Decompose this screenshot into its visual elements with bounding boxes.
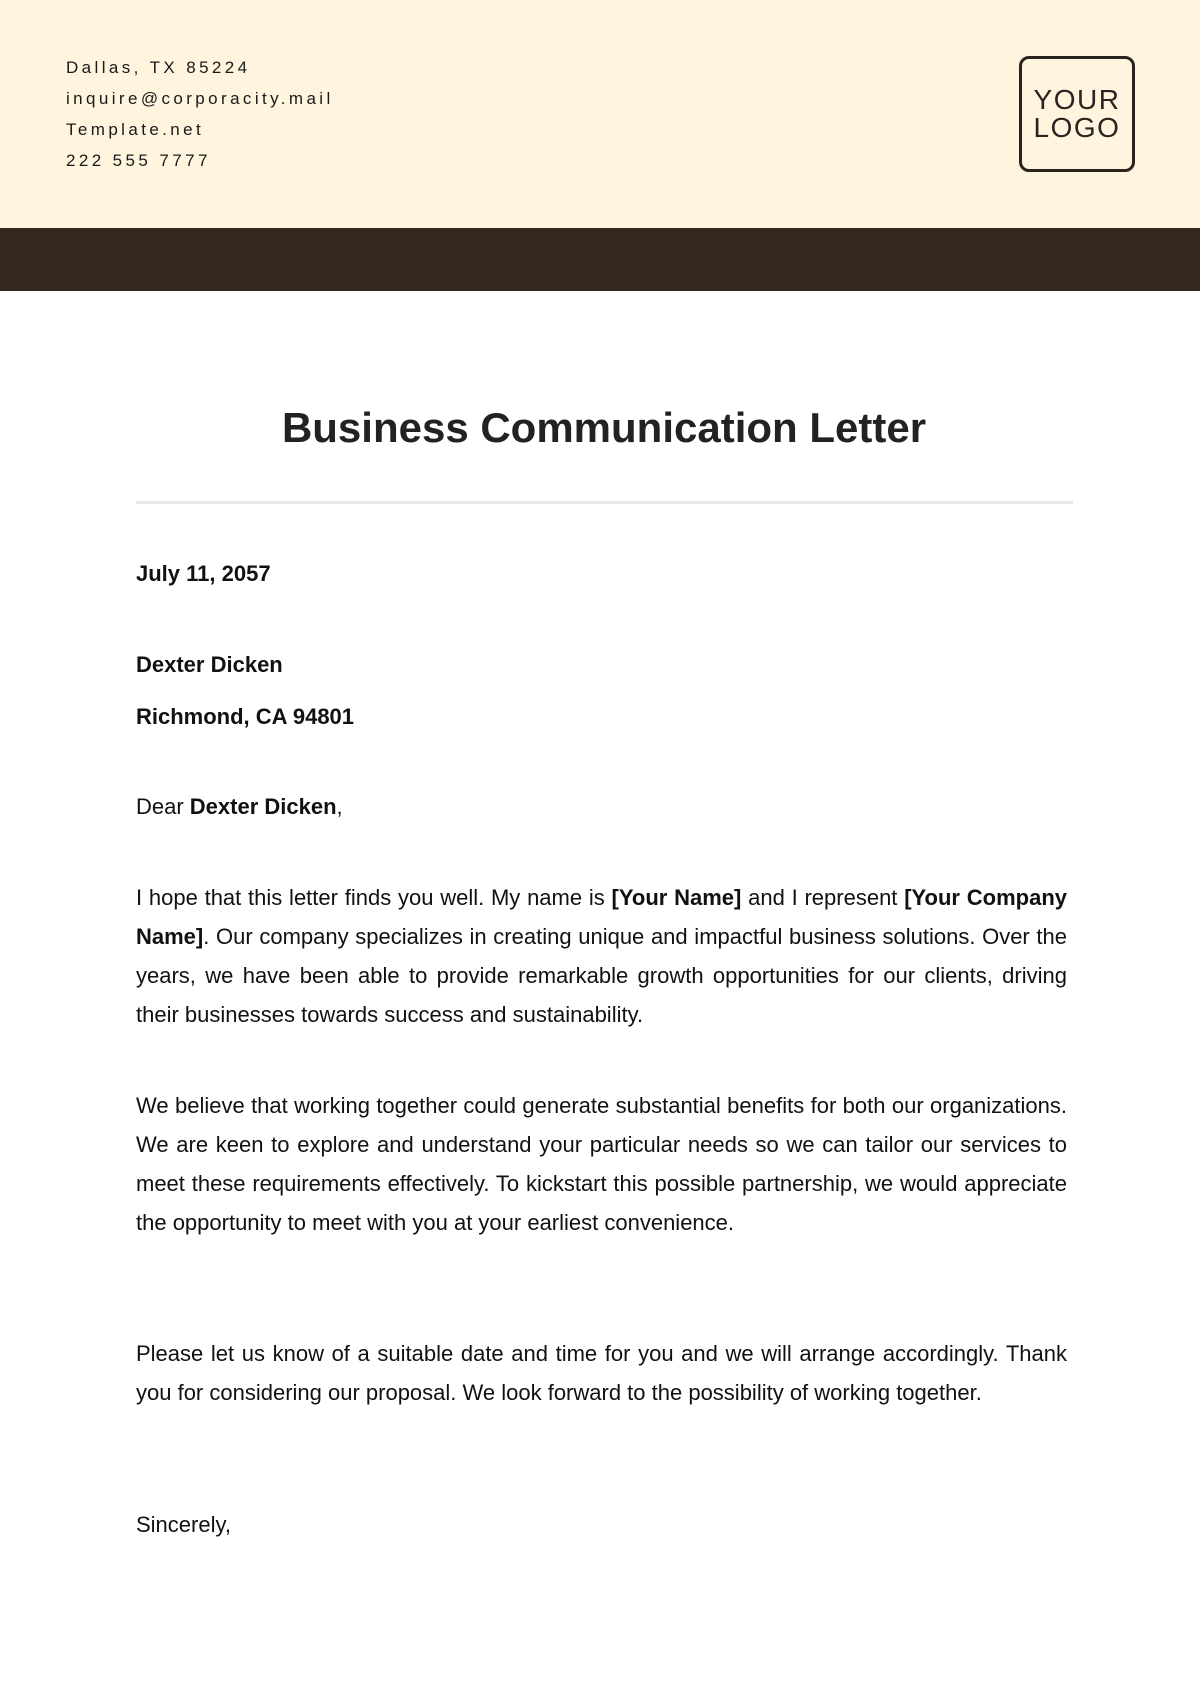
recipient-address: Richmond, CA 94801 — [136, 704, 355, 729]
contact-block — [66, 52, 334, 176]
header-band — [0, 228, 1200, 291]
paragraph-3: Please let us know of a suitable date and time for you and we will arrange accordingly. Thank you for considering our proposal. We look forward to the possibility of working together. — [136, 1341, 1067, 1405]
placeholder-company-name: [Your Company Name] — [136, 885, 1067, 949]
paragraph-1 — [136, 878, 1067, 1034]
contact-email: inquire@corporacity.mail — [66, 89, 334, 108]
logo-placeholder — [1019, 56, 1135, 172]
contact-address: Dallas, TX 85224 — [66, 58, 251, 77]
contact-website: Template.net — [66, 120, 205, 139]
paragraph-2: We believe that working together could generate substantial benefits for both our organizations. We are keen to explore and understand your particular needs so we can tailor our services to meet these requirements effectively. To kickstart this possible partnership, we would appreciate the opportunity to meet with you at your earliest convenience. — [136, 1093, 1067, 1235]
paragraph-1-part-1: I hope that this letter finds you well. My name is — [136, 885, 612, 910]
title-divider — [136, 501, 1073, 504]
salutation-punct: , — [336, 794, 343, 819]
contact-phone: 222 555 7777 — [66, 151, 211, 170]
salutation-name: Dexter Dicken — [189, 794, 337, 819]
logo-line-2: LOGO — [1033, 112, 1121, 143]
recipient-name: Dexter Dicken — [136, 652, 283, 677]
letterhead — [0, 0, 1200, 228]
placeholder-your-name: [Your Name] — [611, 885, 742, 910]
letter-title: Business Communication Letter — [281, 404, 927, 451]
salutation — [136, 787, 1067, 826]
paragraph-1-part-2: and I represent — [741, 885, 905, 910]
logo-line-1: YOUR — [1033, 84, 1121, 115]
salutation-greeting: Dear — [136, 794, 190, 819]
paragraph-1-part-3: . Our company specializes in creating unique and impactful business solutions. Over the years, we have been able to provide remarkable growth opportunities for our clients, driving their businesses towards success and sustainability. — [136, 924, 1067, 1027]
closing: Sincerely, — [136, 1512, 231, 1537]
letter-date: July 11, 2057 — [136, 561, 271, 586]
